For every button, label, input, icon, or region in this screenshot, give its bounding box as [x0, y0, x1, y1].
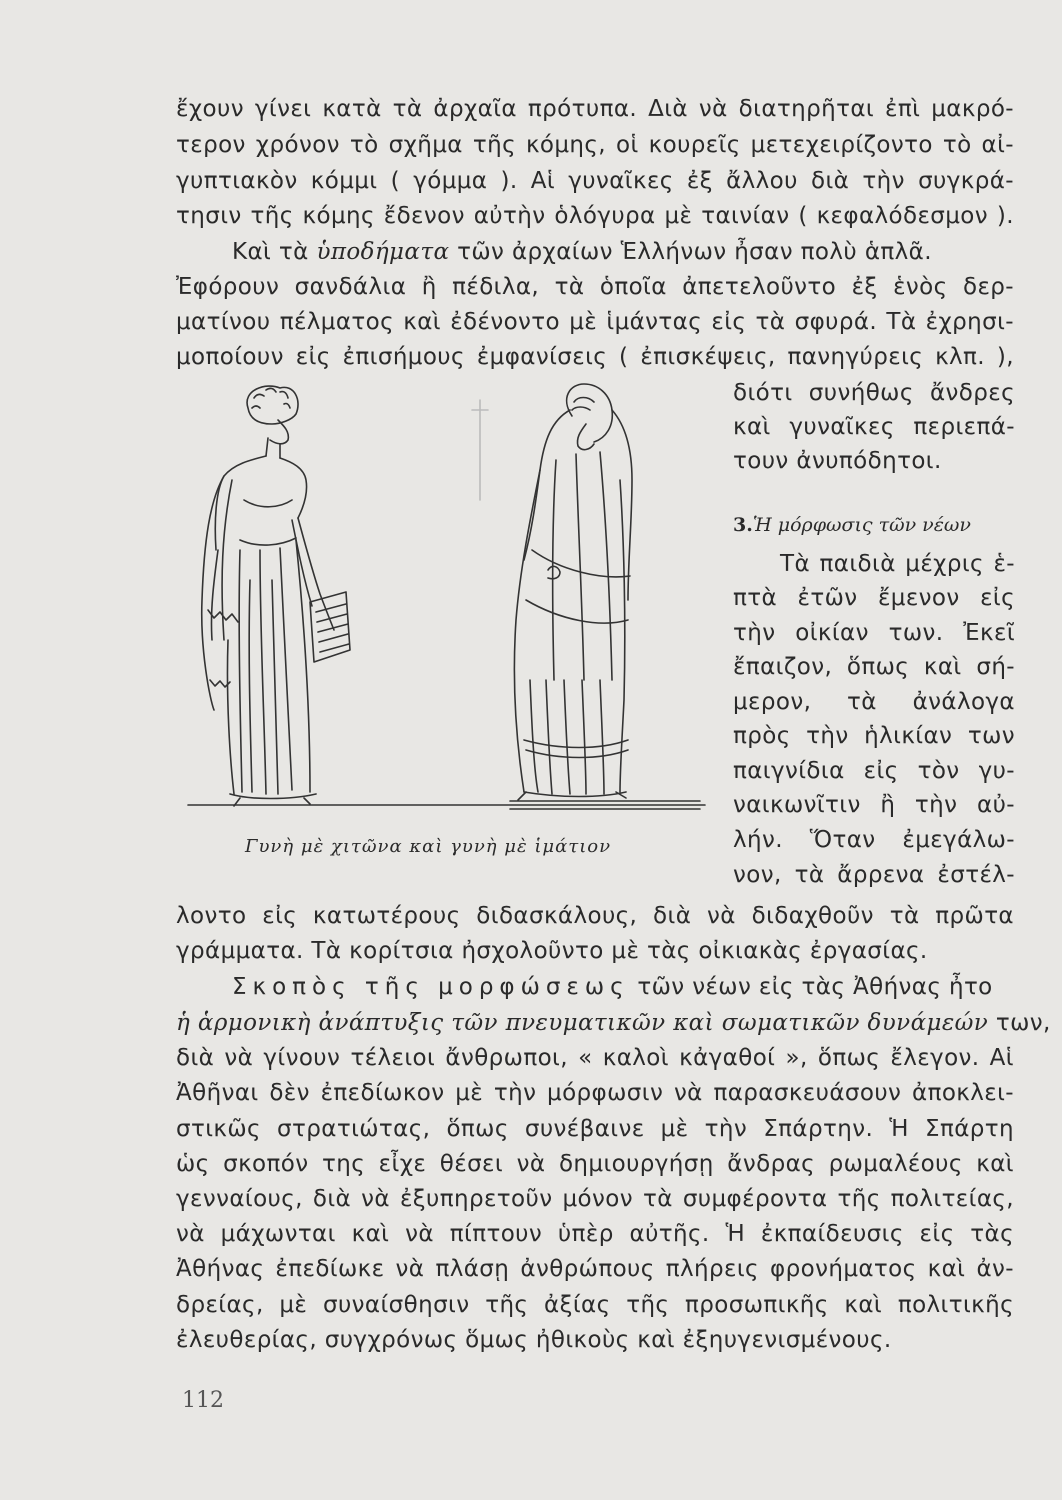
text-line: γυπτιακὸν κόμμι ( γόμμα ). Αἱ γυναῖκες ἐξ ἄλλου διὰ τὴν συγκρά- — [176, 168, 1014, 194]
text-line: ματίνου πέλματος καὶ ἐδένοντο μὲ ἱμάντας εἰς τὰ σφυρά. Τὰ ἐχρησι- — [176, 309, 1014, 335]
right-column-line: Τὰ παιδιὰ μέχρις ἑ- — [780, 551, 1015, 577]
right-column-line: παιγνίδια εἰς τὸν γυ- — [733, 758, 1015, 784]
text-line: διὰ νὰ γίνουν τέλειοι ἄνθρωποι, « καλοὶ κἀγαθοί », ὅπως ἔλεγον. Αἱ — [176, 1045, 1014, 1071]
italic-term: ὑποδήματα — [316, 239, 450, 265]
text-line: νὰ μάχωνται καὶ νὰ πίπτουν ὑπὲρ αὐτῆς. Ἡ ἐκπαίδευσις εἰς τὰς — [176, 1221, 1014, 1247]
illustration-figure — [180, 380, 710, 860]
right-column-line: λήν. Ὅταν ἐμεγάλω- — [733, 827, 1015, 853]
text-line-harmony — [176, 1008, 1051, 1039]
text-line: Ἀθήνας ἐπεδίωκε νὰ πλάσῃ ἀνθρώπους πλήρεις φρονήματος καὶ ἀν- — [176, 1256, 1014, 1282]
text-run: Καὶ τὰ — [232, 239, 317, 265]
right-column-line: τουν ἀνυπόδητοι. — [733, 448, 942, 474]
right-column-line: καὶ γυναῖκες περιεπά- — [733, 414, 1015, 440]
text-line: Ἐφόρουν σανδάλια ἢ πέδιλα, τὰ ὁποῖα ἀπετελοῦντο ἐξ ἑνὸς δερ- — [176, 274, 1014, 300]
text-line: τησιν τῆς κόμης ἔδενον αὐτὴν ὁλόγυρα μὲ ταινίαν ( κεφαλόδεσμον ). — [176, 203, 1014, 229]
text-line: ὡς σκοπόν της εἶχε θέσει νὰ δημιουργήσῃ ἄνδρας ρωμαλέους καὶ — [176, 1151, 1014, 1177]
right-column-line: μερον, τὰ ἀνάλογα — [733, 689, 1015, 715]
text-line: μοποίουν εἰς ἐπισήμους ἐμφανίσεις ( ἐπισκέψεις, πανηγύρεις κλπ. ), — [176, 344, 1014, 370]
page-number: 112 — [182, 1388, 224, 1413]
text-line: Ἀθῆναι δὲν ἐπεδίωκον μὲ τὴν μόρφωσιν νὰ παρασκευάσουν ἀποκλει- — [176, 1080, 1014, 1106]
text-line-scope — [232, 972, 1014, 1003]
section-title: Ἡ μόρφωσις τῶν νέων — [752, 514, 971, 536]
text-line: γράμματα. Τὰ κορίτσια ἠσχολοῦντο μὲ τὰς οἰκιακὰς ἐργασίας. — [176, 938, 928, 964]
section-number: 3. — [733, 514, 753, 536]
figure-caption: Γυνὴ μὲ χιτῶνα καὶ γυνὴ μὲ ἱμάτιον — [245, 836, 612, 857]
italic-phrase: ἡ ἁρμονικὴ ἀνάπτυξις τῶν πνευματικῶν καὶ σωματικῶν δυνάμεών — [176, 1010, 989, 1036]
right-column-line: τὴν οἰκίαν των. Ἐκεῖ — [733, 620, 1015, 646]
text-line: δρείας, μὲ συναίσθησιν τῆς ἀξίας τῆς προσωπικῆς καὶ πολιτικῆς — [176, 1292, 1014, 1318]
text-line: ἔχουν γίνει κατὰ τὰ ἀρχαῖα πρότυπα. Διὰ νὰ διατηρῆται ἐπὶ μακρό- — [176, 96, 1014, 122]
greek-women-drawing — [180, 380, 710, 860]
section-heading — [733, 513, 971, 537]
right-column-line: ἔπαιζον, ὅπως καὶ σή- — [733, 654, 1015, 680]
woman-with-chiton — [202, 386, 350, 806]
text-line: ἐλευθερίας, συγχρόνως ὅμως ἠθικοὺς καὶ ἐξηυγενισμένους. — [176, 1327, 892, 1353]
text-line: στικῶς στρατιώτας, ὅπως συνέβαινε μὲ τὴν Σπάρτην. Ἡ Σπάρτη — [176, 1116, 1014, 1142]
right-column-line: πρὸς τὴν ἡλικίαν των — [733, 723, 1015, 749]
text-line: τερον χρόνον τὸ σχῆμα τῆς κόμης, οἱ κουρεῖς μετεχειρίζοντο τὸ αἰ- — [176, 132, 1014, 158]
text-line: γενναίους, διὰ νὰ ἐξυπηρετοῦν μόνον τὰ συμφέροντα τῆς πολιτείας, — [176, 1186, 1014, 1212]
spaced-term: Σκοπὸς τῆς μορφώσεως — [232, 974, 630, 1000]
text-run: τῶν νέων εἰς τὰς Ἀθήνας ἦτο — [629, 974, 993, 1000]
text-line: λοντο εἰς κατωτέρους διδασκάλους, διὰ νὰ διδαχθοῦν τὰ πρῶτα — [176, 903, 1014, 929]
right-column-line: ναικωνῖτιν ἢ τὴν αὐ- — [733, 792, 1015, 818]
text-run: τῶν ἀρχαίων Ἑλλήνων ἦσαν πολὺ ἁπλᾶ. — [449, 239, 932, 265]
woman-with-himation — [514, 384, 632, 800]
text-line-shoes — [232, 237, 1014, 268]
right-column-line: πτὰ ἐτῶν ἔμενον εἰς — [733, 585, 1015, 611]
right-column-line: διότι συνήθως ἄνδρες — [733, 380, 1015, 406]
text-run: των, — [988, 1010, 1051, 1036]
right-column-line: νον, τὰ ἄρρενα ἐστέλ- — [733, 862, 1015, 888]
